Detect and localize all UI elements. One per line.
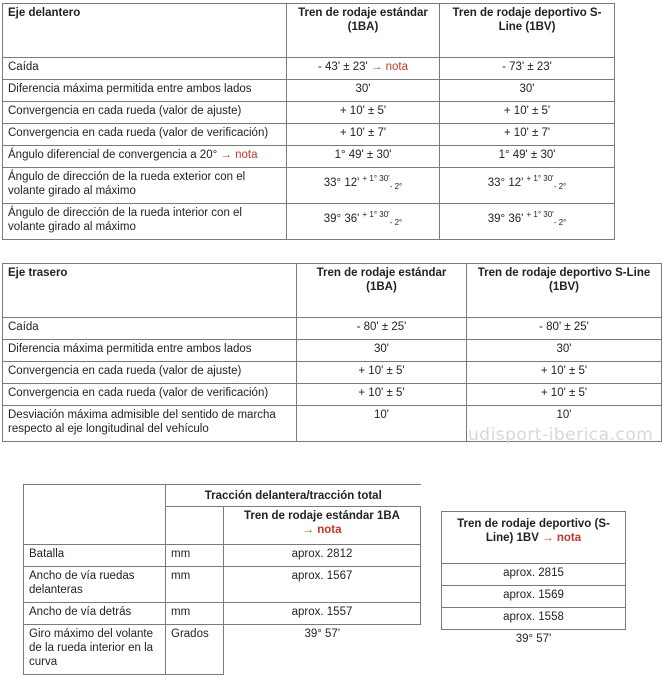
dims-sport-value: aprox. 1558 bbox=[442, 608, 626, 630]
front-col-sport-header: Tren de rodaje deportivo S-Line (1BV) bbox=[440, 4, 615, 58]
dims-col-sport-header: Tren de rodaje deportivo (S-Line) 1BV → nota bbox=[442, 512, 626, 564]
rear-sport-value: 30' bbox=[467, 340, 662, 362]
dimensions-table bbox=[23, 484, 421, 675]
rear-std-value: + 10' ± 5' bbox=[297, 362, 467, 384]
dims-row-unit: mm bbox=[166, 567, 224, 603]
front-std-value: + 10' ± 7' bbox=[287, 124, 440, 146]
front-sport-value: 1° 49' ± 30' bbox=[440, 146, 615, 168]
dims-row-unit: mm bbox=[166, 545, 224, 567]
front-row-label: Ángulo de dirección de la rueda interior con el volante girado al máximo bbox=[3, 204, 287, 240]
front-row-label: Ángulo de dirección de la rueda exterior con el volante girado al máximo bbox=[3, 168, 287, 204]
rear-col-std-header: Tren de rodaje estándar (1BA) bbox=[297, 264, 467, 318]
front-row-label: Convergencia en cada rueda (valor de ajuste) bbox=[3, 102, 287, 124]
front-sport-value: + 10' ± 7' bbox=[440, 124, 615, 146]
rear-axle-title: Eje trasero bbox=[3, 264, 297, 318]
dims-row-label: Ancho de vía detrás bbox=[24, 603, 166, 625]
dims-row-unit: mm bbox=[166, 603, 224, 625]
note-link[interactable]: → nota bbox=[220, 149, 258, 161]
front-row-label: Ángulo diferencial de convergencia a 20° → nota bbox=[3, 146, 287, 168]
front-sport-value: 30' bbox=[440, 80, 615, 102]
dims-sport-value: 39° 57' bbox=[442, 630, 626, 654]
front-axle-table bbox=[2, 3, 615, 240]
front-std-value: + 10' ± 5' bbox=[287, 102, 440, 124]
note-link[interactable]: → nota bbox=[370, 61, 408, 73]
front-sport-value: 39° 36' $^{+ 1^\circ 30'}_{- 2^\circ}$ bbox=[440, 204, 615, 240]
rear-sport-value: 10' bbox=[467, 406, 662, 442]
rear-sport-value: + 10' ± 5' bbox=[467, 362, 662, 384]
watermark: udisport-iberica.com bbox=[468, 425, 654, 445]
dims-sport-value: aprox. 1569 bbox=[442, 586, 626, 608]
front-axle-title: Eje delantero bbox=[3, 4, 287, 58]
front-std-value: 39° 36' $^{+ 1^\circ 30'}_{- 2^\circ}$ bbox=[287, 204, 440, 240]
dims-std-value: 39° 57' bbox=[224, 625, 421, 675]
dims-sport-value: aprox. 2815 bbox=[442, 564, 626, 586]
rear-row-label: Desviación máxima admisible del sentido de marcha respecto al eje longitudinal del vehículo bbox=[3, 406, 297, 442]
dims-std-value: aprox. 1567 bbox=[224, 567, 421, 603]
rear-std-value: 10' bbox=[297, 406, 467, 442]
dims-row-label: Batalla bbox=[24, 545, 166, 567]
rear-col-sport-header: Tren de rodaje deportivo S-Line (1BV) bbox=[467, 264, 662, 318]
dims-col-std-header: Tren de rodaje estándar 1BA → nota bbox=[224, 507, 421, 545]
rear-axle-table bbox=[2, 263, 662, 442]
front-row-label: Diferencia máxima permitida entre ambos lados bbox=[3, 80, 287, 102]
dims-std-value: aprox. 1557 bbox=[224, 603, 421, 625]
front-std-value: 1° 49' ± 30' bbox=[287, 146, 440, 168]
front-row-label: Convergencia en cada rueda (valor de verificación) bbox=[3, 124, 287, 146]
note-link[interactable]: → nota bbox=[542, 532, 582, 544]
front-std-value: - 43' ± 23' → nota bbox=[287, 58, 440, 80]
rear-sport-value: + 10' ± 5' bbox=[467, 384, 662, 406]
rear-row-label: Convergencia en cada rueda (valor de verificación) bbox=[3, 384, 297, 406]
dims-row-unit: Grados bbox=[166, 625, 224, 675]
group-header: Tracción delantera/tracción total bbox=[166, 485, 421, 507]
front-std-value: 33° 12' $^{+ 1^\circ 30'}_{- 2^\circ}$ bbox=[287, 168, 440, 204]
dims-row-label: Ancho de vía ruedas delanteras bbox=[24, 567, 166, 603]
rear-sport-value: - 80' ± 25' bbox=[467, 318, 662, 340]
rear-row-label: Convergencia en cada rueda (valor de ajuste) bbox=[3, 362, 297, 384]
rear-row-label: Diferencia máxima permitida entre ambos lados bbox=[3, 340, 297, 362]
rear-std-value: + 10' ± 5' bbox=[297, 384, 467, 406]
front-sport-value: + 10' ± 5' bbox=[440, 102, 615, 124]
rear-std-value: 30' bbox=[297, 340, 467, 362]
rear-row-label: Caída bbox=[3, 318, 297, 340]
front-sport-value: - 73' ± 23' bbox=[440, 58, 615, 80]
rear-std-value: - 80' ± 25' bbox=[297, 318, 467, 340]
dims-row-label: Giro máximo del volante de la rueda interior en la curva bbox=[24, 625, 166, 675]
front-row-label: Caída bbox=[3, 58, 287, 80]
dims-std-value: aprox. 2812 bbox=[224, 545, 421, 567]
front-col-std-header: Tren de rodaje estándar (1BA) bbox=[287, 4, 440, 58]
front-std-value: 30' bbox=[287, 80, 440, 102]
dimensions-sport-table bbox=[441, 511, 626, 654]
note-link[interactable]: → nota bbox=[302, 524, 342, 536]
front-sport-value: 33° 12' $^{+ 1^\circ 30'}_{- 2^\circ}$ bbox=[440, 168, 615, 204]
